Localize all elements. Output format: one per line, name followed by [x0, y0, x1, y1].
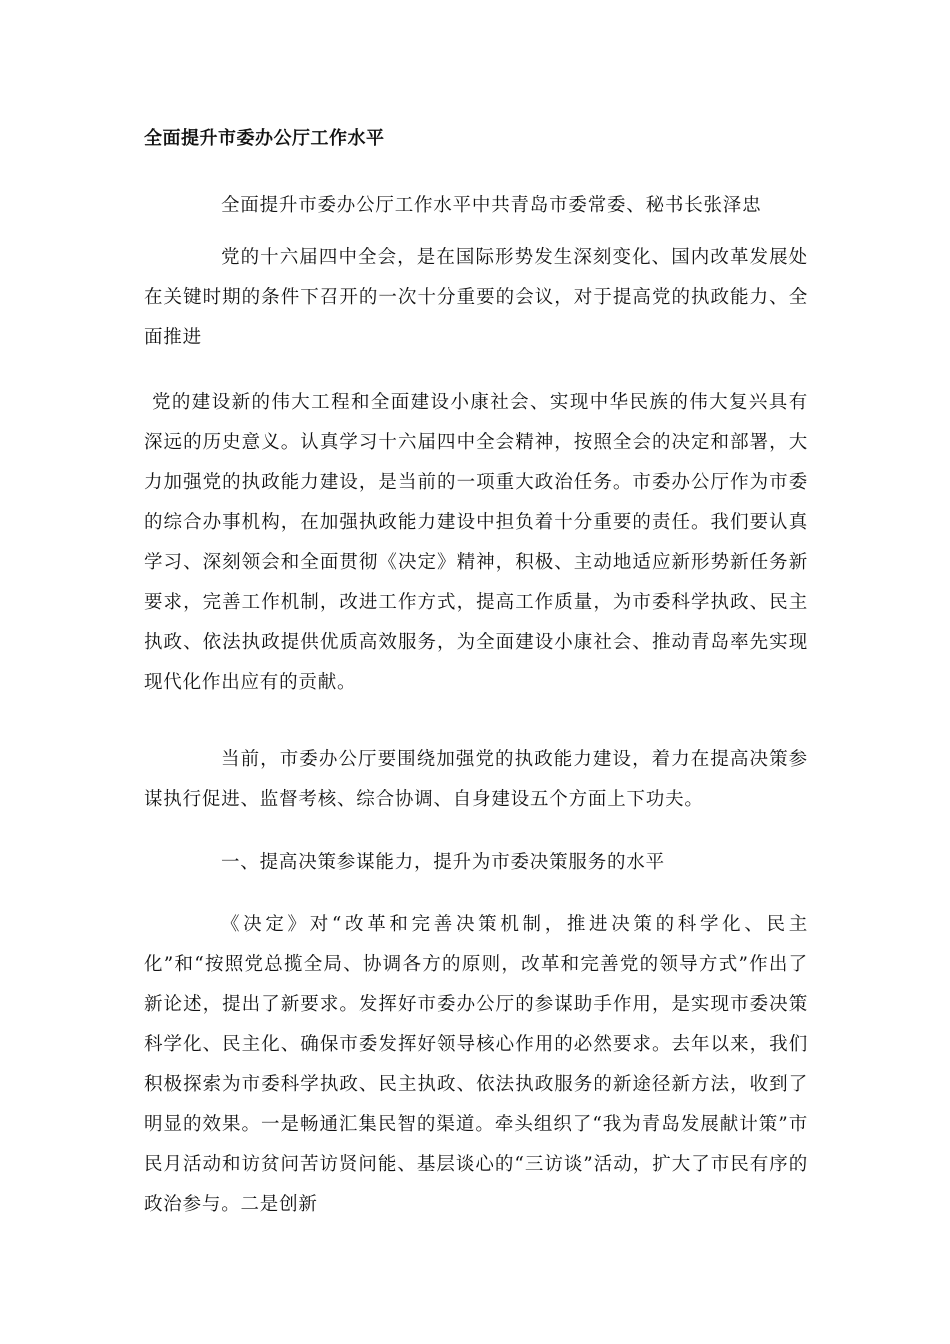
body-paragraph-2: 党的建设新的伟大工程和全面建设小康社会、实现中华民族的伟大复兴具有深远的历史意义。认真学习十六届四中全会精神，按照全会的决定和部署，大力加强党的执政能力建设，是当前的一项重大政治任务。市委办公厅作为市委的综合办事机构，在加强执政能力建设中担负着十分重要的责任。我们要认真学习、深刻领会和全面贯彻《决定》精神，积极、主动地适应新形势新任务新要求，完善工作机制，改进工作方式，提高工作质量，为市委科学执政、民主执政、依法执政提供优质高效服务，为全面建设小康社会、推动青岛率先实现现代化作出应有的贡献。 [144, 392, 808, 693]
body-paragraph-4: 《决定》对“改革和完善决策机制，推进决策的科学化、民主化”和“按照党总揽全局、协调各方的原则，改革和完善党的领导方式”作出了新论述，提出了新要求。发挥好市委办公厅的参谋助手作用，是实现市委决策科学化、民主化、确保市委发挥好领导核心作用的必然要求。去年以来，我们积极探索为市委科学执政、民主执政、依法执政服务的新途径新方法，收到了明显的效果。一是畅通汇集民智的渠道。牵头组织了“我为青岛发展献计策”市民月活动和访贫问苦访贤问能、基层谈心的“三访谈”活动，扩大了市民有序的政治参与。二是创新 [144, 914, 808, 1215]
document-title: 全面提升市委办公厅工作水平 [144, 128, 385, 149]
body-paragraph-1: 党的十六届四中全会，是在国际形势发生深刻变化、国内改革发展处在关键时期的条件下召开的一次十分重要的会议，对于提高党的执政能力、全面推进 [144, 247, 808, 348]
subtitle-paragraph: 全面提升市委办公厅工作水平中共青岛市委常委、秘书长张泽忠 [221, 195, 762, 216]
section-heading-1: 一、提高决策参谋能力，提升为市委决策服务的水平 [221, 852, 665, 873]
body-paragraph-3: 当前，市委办公厅要围绕加强党的执政能力建设，着力在提高决策参谋执行促进、监督考核、综合协调、自身建设五个方面上下功夫。 [144, 749, 808, 810]
